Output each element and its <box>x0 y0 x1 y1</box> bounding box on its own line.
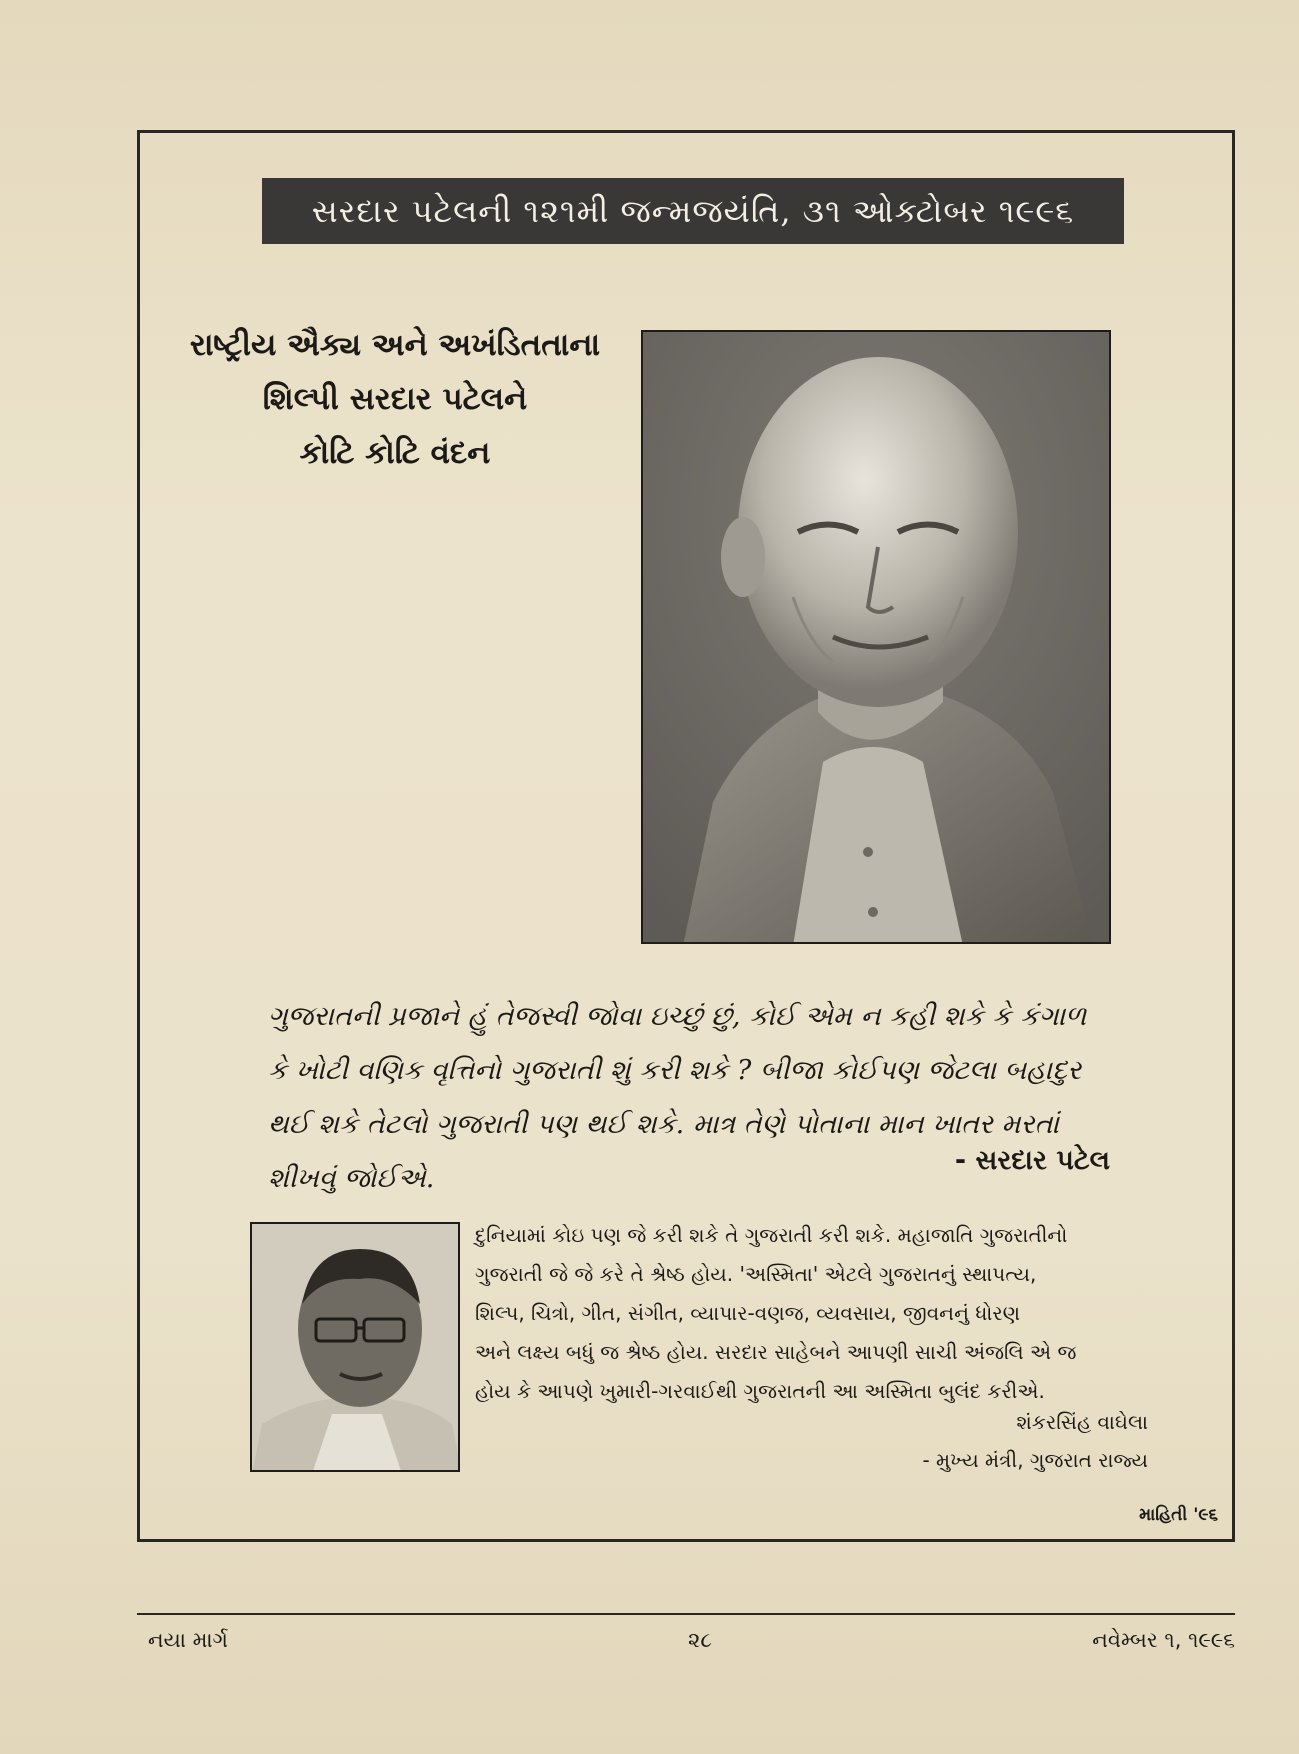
tribute-line-1: રાષ્ટ્રીય ઐક્ય અને અખંડિતતાના <box>189 327 601 363</box>
message-signer: શંકરસિંહ વાઘેલા <box>1016 1410 1148 1434</box>
message-line-5: હોય કે આપણે ખુમારી-ગરવાઈથી ગુજરાતની આ અસ્મિતા બુલંદ કરીએ. <box>475 1379 1045 1403</box>
page-title-banner: સરદાર પટેલની ૧૨૧મી જન્મજયંતિ, ૩૧ ઓક્ટોબર ૧૯૯૬ <box>262 178 1124 244</box>
quote-author: - સરદાર પટેલ <box>954 1145 1110 1176</box>
chief-minister-message <box>475 1216 1150 1411</box>
message-line-1: દુનિયામાં કોઇ પણ જે કરી શકે તે ગુજરાતી કરી શકે. મહાજાતિ ગુજરાતીનો <box>475 1223 1068 1247</box>
quote-line-1: ગુજરાતની પ્રજાને હું તેજસ્વી જોવા ઇચ્છું છું, કોઈ એમ ન કહી શકે કે કંગાળ <box>268 1001 1087 1032</box>
footer-publication-name: નયા માર્ગ <box>148 1628 228 1652</box>
message-line-2: ગુજરાતી જે જે કરે તે શ્રેષ્ઠ હોય. 'અસ્મિતા' એટલે ગુજરાતનું સ્થાપત્ય, <box>475 1262 1037 1286</box>
message-line-4: અને લક્ષ્ય બધું જ શ્રેષ્ઠ હોય. સરદાર સાહેબને આપણી સાચી અંજલિ એ જ <box>475 1340 1077 1364</box>
message-line-3: શિલ્પ, ચિત્રો, ગીત, સંગીત, વ્યાપાર-વણજ, વ્યવસાય, જીવનનું ધોરણ <box>475 1301 1021 1325</box>
chief-minister-photo <box>250 1222 460 1472</box>
tribute-line-3: કોટિ કોટિ વંદન <box>299 435 491 471</box>
footer-divider <box>137 1613 1235 1615</box>
tribute-line-2: શિલ્પી સરદાર પટેલને <box>262 381 528 417</box>
quote-line-4: શીખવું જોઈએ. <box>268 1163 435 1194</box>
quote-line-3: થઈ શકે તેટલો ગુજરાતી પણ થઈ શકે. માત્ર તેણે પોતાના માન ખાતર મરતાં <box>268 1109 1059 1140</box>
quote-line-2: કે ખોટી વણિક વૃત્તિનો ગુજરાતી શું કરી શકે ? બીજા કોઈપણ જેટલા બહાદુર <box>268 1055 1082 1086</box>
tribute-heading <box>150 318 640 480</box>
signer-designation: - મુખ્ય મંત્રી, ગુજરાત રાજ્ય <box>922 1448 1148 1472</box>
sardar-patel-portrait <box>641 330 1111 944</box>
source-credit: માહિતી '૯૬ <box>1139 1505 1218 1525</box>
footer-page-number: ૨૮ <box>688 1628 712 1652</box>
footer-date: નવેમ્બર ૧, ૧૯૯૬ <box>1092 1628 1235 1652</box>
